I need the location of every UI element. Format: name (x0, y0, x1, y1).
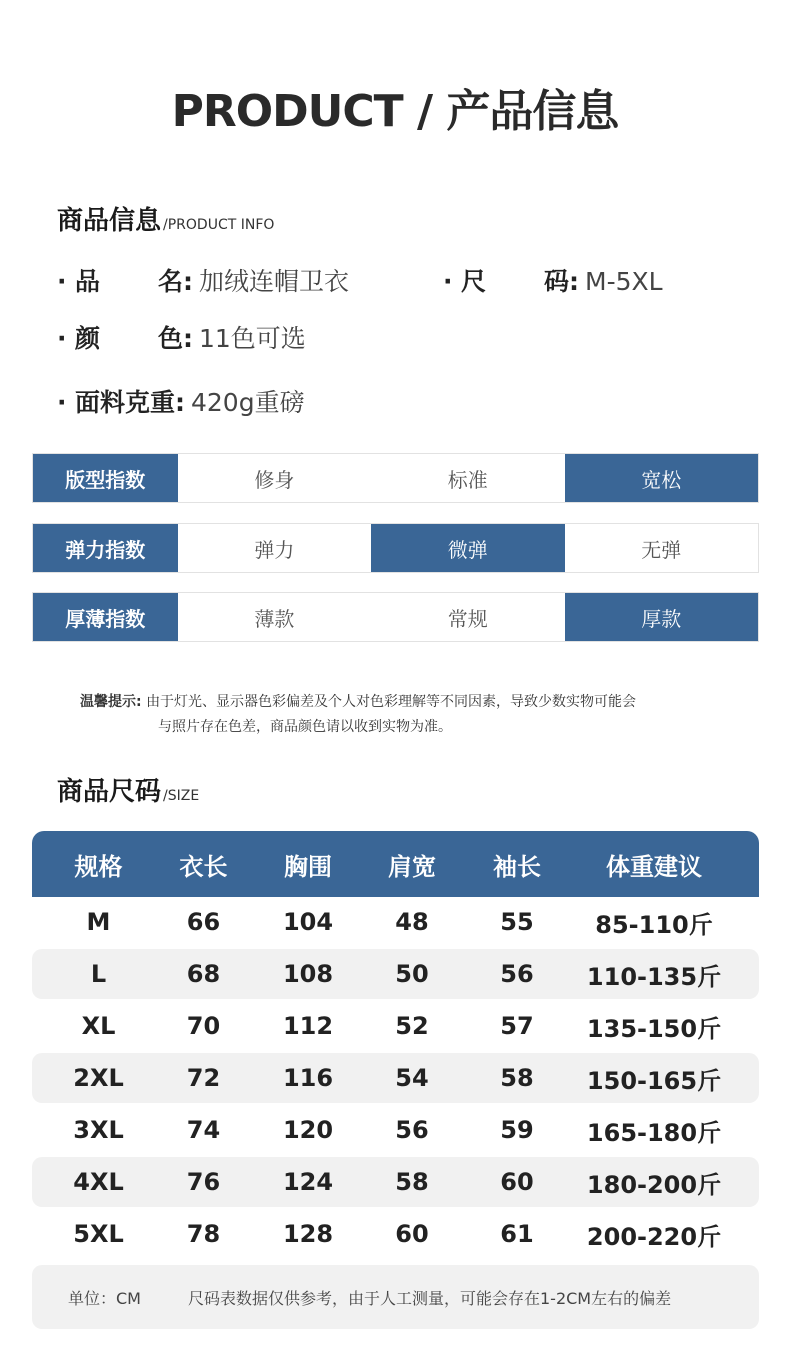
cell-chest: 104 (282, 908, 334, 936)
cell-weight: 180-200斤 (586, 1170, 722, 1199)
thickness-option-thin: 薄款 (254, 606, 295, 631)
notice-line-2: 与照片存在色差，商品颜色请以收到实物为准。 (158, 719, 452, 735)
cell-weight: 150-165斤 (586, 1066, 722, 1095)
fit-index-label: 版型指数 (33, 454, 178, 502)
bullet-icon: · (57, 388, 67, 417)
cell-sleeve: 58 (500, 1064, 534, 1092)
cell-spec: 5XL (73, 1220, 124, 1248)
cell-sleeve: 61 (500, 1220, 534, 1248)
cell-sleeve: 56 (500, 960, 534, 988)
info-color-label: 颜 色: (75, 324, 193, 353)
info-name-value: 加绒连帽卫衣 (199, 267, 350, 296)
cell-spec: 3XL (73, 1116, 124, 1144)
cell-shoulder: 48 (395, 908, 429, 936)
cell-shoulder: 52 (395, 1012, 429, 1040)
cell-length: 70 (186, 1012, 221, 1040)
size-heading-sub: /SIZE (163, 788, 200, 804)
cell-spec: 2XL (73, 1064, 124, 1092)
size-heading-text: 商品尺码 (57, 777, 162, 807)
cell-chest: 112 (282, 1012, 334, 1040)
footer-unit: 单位：CM (68, 1288, 141, 1308)
thickness-index-row (32, 592, 759, 642)
cell-length: 76 (186, 1168, 221, 1196)
fit-index-row (32, 453, 759, 503)
cell-length: 68 (186, 960, 221, 988)
info-weight-value: 420g重磅 (191, 388, 305, 417)
col-header-shoulder: 肩宽 (388, 852, 436, 881)
fit-option-slim: 修身 (254, 467, 295, 492)
cell-shoulder: 58 (395, 1168, 429, 1196)
cell-shoulder: 56 (395, 1116, 429, 1144)
cell-chest: 128 (282, 1220, 334, 1248)
cell-sleeve: 55 (500, 908, 534, 936)
info-weight (57, 383, 305, 419)
cell-length: 66 (186, 908, 221, 936)
size-table-body (32, 897, 759, 1259)
cell-chest: 108 (282, 960, 334, 988)
cell-weight: 85-110斤 (595, 910, 713, 939)
notice-label: 温馨提示: (80, 694, 142, 710)
table-row (32, 1001, 759, 1051)
notice-line-1: 由于灯光、显示器色彩偏差及个人对色彩理解等不同因素，导致少数实物可能会 (146, 694, 637, 710)
footer-note (32, 1265, 759, 1329)
col-header-sleeve: 袖长 (493, 852, 541, 881)
info-size (443, 262, 663, 298)
fit-option-loose: 宽松 (565, 454, 758, 502)
cell-sleeve: 57 (500, 1012, 534, 1040)
product-info-heading-text: 商品信息 (57, 206, 162, 236)
stretch-option-slight: 微弹 (371, 524, 564, 572)
product-info-heading (57, 200, 274, 237)
page-title: PRODUCT / 产品信息 (171, 86, 619, 137)
cell-spec: L (90, 960, 107, 988)
cell-length: 78 (186, 1220, 221, 1248)
cell-weight: 165-180斤 (586, 1118, 722, 1147)
cell-chest: 120 (282, 1116, 334, 1144)
col-header-spec: 规格 (74, 852, 123, 881)
col-header-weight: 体重建议 (606, 852, 702, 881)
cell-chest: 116 (282, 1064, 334, 1092)
cell-weight: 135-150斤 (586, 1014, 722, 1043)
cell-sleeve: 59 (500, 1116, 534, 1144)
table-row (32, 897, 759, 947)
thickness-option-thick: 厚款 (565, 593, 758, 641)
info-name (57, 262, 349, 298)
cell-sleeve: 60 (500, 1168, 534, 1196)
fit-option-standard: 标准 (447, 467, 488, 492)
col-header-length: 衣长 (179, 852, 228, 881)
thickness-index-label: 厚薄指数 (33, 593, 178, 641)
table-row (32, 1105, 759, 1155)
stretch-index-label: 弹力指数 (33, 524, 178, 572)
cell-spec: 4XL (73, 1168, 124, 1196)
notice (80, 690, 636, 740)
bullet-icon: · (57, 267, 67, 296)
info-size-label: 尺 码: (461, 267, 579, 296)
cell-weight: 110-135斤 (586, 962, 722, 991)
cell-chest: 124 (282, 1168, 334, 1196)
size-table (32, 831, 759, 1261)
info-name-label: 品 名: (75, 267, 193, 296)
size-table-header (32, 831, 759, 897)
cell-shoulder: 54 (395, 1064, 429, 1092)
cell-spec: M (86, 908, 111, 936)
info-color-value: 11色可选 (199, 324, 306, 353)
cell-shoulder: 60 (395, 1220, 429, 1248)
table-row (32, 1157, 759, 1207)
stretch-index-row (32, 523, 759, 573)
thickness-option-regular: 常规 (447, 606, 488, 631)
cell-weight: 200-220斤 (586, 1222, 722, 1251)
table-row (32, 949, 759, 999)
info-size-value: M-5XL (585, 267, 663, 296)
col-header-chest: 胸围 (284, 852, 332, 881)
cell-shoulder: 50 (395, 960, 429, 988)
stretch-option-elastic: 弹力 (254, 537, 295, 562)
cell-length: 74 (186, 1116, 221, 1144)
stretch-option-none: 无弹 (641, 537, 682, 562)
bullet-icon: · (443, 267, 453, 296)
product-info-heading-sub: /PRODUCT INFO (163, 217, 275, 233)
info-color (57, 319, 306, 355)
bullet-icon: · (57, 324, 67, 353)
footer-disclaimer: 尺码表数据仅供参考，由于人工测量，可能会存在1-2CM左右的偏差 (188, 1288, 672, 1308)
table-row (32, 1053, 759, 1103)
cell-length: 72 (186, 1064, 221, 1092)
cell-spec: XL (81, 1012, 116, 1040)
size-heading (57, 771, 199, 808)
table-row (32, 1209, 759, 1259)
info-weight-label: 面料克重: (75, 388, 185, 417)
